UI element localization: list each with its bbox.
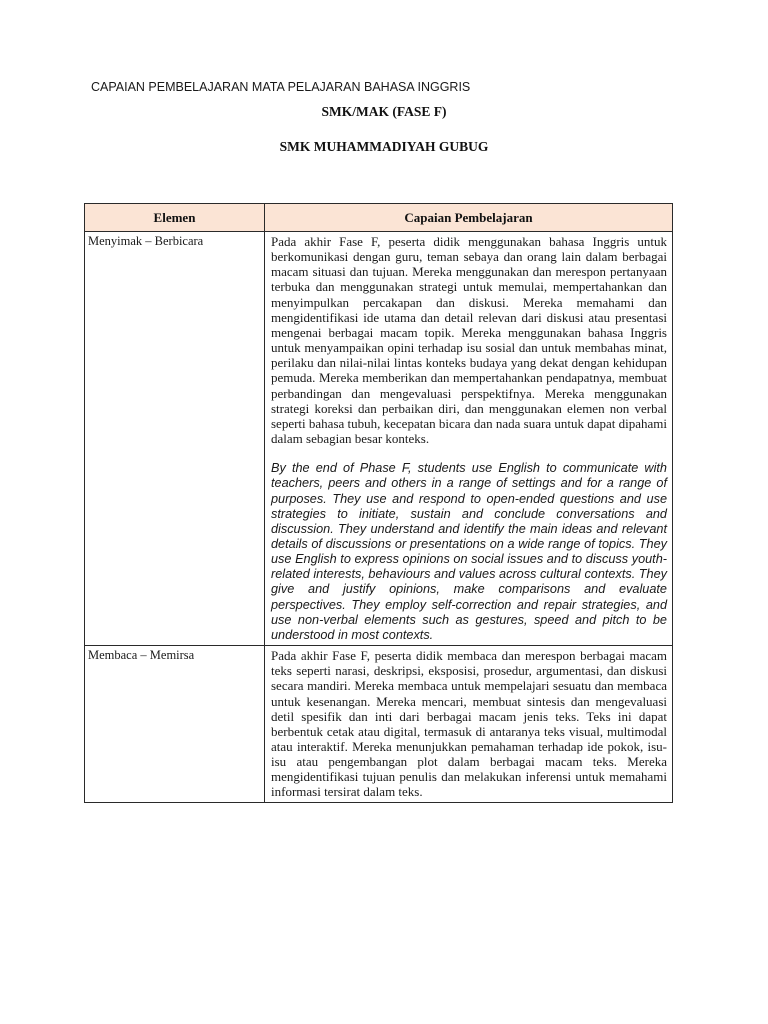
description-indonesian: Pada akhir Fase F, peserta didik membaca dan merespon berbagai macam teks seperti narasi, deskripsi, eksposisi, prosedur, argumentasi, dan diskusi secara mandiri. Mereka membaca untuk mempelajari sesuatu dan membaca untuk kesenangan. Mereka mencari, membuat sintesis dan mengevaluasi detil spesifik dan inti dari berbagai macam jenis teks. Teks ini dapat berbentuk cetak atau digital, termasuk di antaranya teks visual, multimodal atau interaktif. Mereka menunjukkan pemahaman terhadap ide pokok, isu-isu atau pengembangan plot dalam berbagai macam teks. Mereka mengidentifikasi tujuan penulis dan melakukan inferensi untuk memahami informasi tersirat dalam teks. [271, 648, 667, 800]
column-header-elemen: Elemen [85, 204, 265, 232]
table-row [85, 646, 673, 803]
element-cell: Membaca – Memirsa [85, 646, 265, 803]
element-cell: Menyimak – Berbicara [85, 232, 265, 646]
description-cell [265, 232, 673, 646]
description-english: By the end of Phase F, students use English to communicate with teachers, peers and others in a range of settings and for a range of purposes. They use and respond to open-ended questions and use strategies to initiate, sustain and conclude conversations and discussion. They understand and identify the main ideas and relevant details of discussions or presentations on a wide range of topics. They use English to express opinions on social issues and to discuss youth-related interests, behaviours and values across cultural contexts. They give and justify opinions, make comparisons and evaluate perspectives. They employ self-correction and repair strategies, and use non-verbal elements such as gestures, speed and pitch to be understood in most contexts. [271, 461, 667, 642]
document-header: CAPAIAN PEMBELAJARAN MATA PELAJARAN BAHASA INGGRIS [91, 80, 471, 94]
learning-outcomes-table [84, 203, 673, 803]
document-subtitle-school: SMK MUHAMMADIYAH GUBUG [279, 139, 489, 154]
description-indonesian: Pada akhir Fase F, peserta didik menggunakan bahasa Inggris untuk berkomunikasi dengan guru, teman sebaya dan orang lain dalam berbagai macam situasi dan tujuan. Mereka menggunakan dan merespon pertanyaan terbuka dan menggunakan strategi untuk memulai, mempertahankan dan menyimpulkan percakapan dan diskusi. Mereka memahami dan mengidentifikasi ide utama dan detail relevan dari diskusi atau presentasi mengenai berbagai macam topik. Mereka menggunakan bahasa Inggris untuk menyampaikan opini terhadap isu sosial dan untuk membahas minat, perilaku dan nilai-nilai lintas konteks budaya yang dekat dengan kehidupan pemuda. Mereka memberikan dan mempertahankan pendapatnya, membuat perbandingan dan mengevaluasi perspektifnya. Mereka menggunakan strategi koreksi dan perbaikan diri, dan menggunakan elemen non verbal seperti bahasa tubuh, kecepatan bicara dan nada suara untuk dapat dipahami dalam sebagian besar konteks. [271, 234, 667, 447]
table-row [85, 232, 673, 646]
document-subtitle-level: SMK/MAK (FASE F) [321, 104, 447, 119]
table-header-row [85, 204, 673, 232]
column-header-capaian: Capaian Pembelajaran [265, 204, 673, 232]
description-cell [265, 646, 673, 803]
